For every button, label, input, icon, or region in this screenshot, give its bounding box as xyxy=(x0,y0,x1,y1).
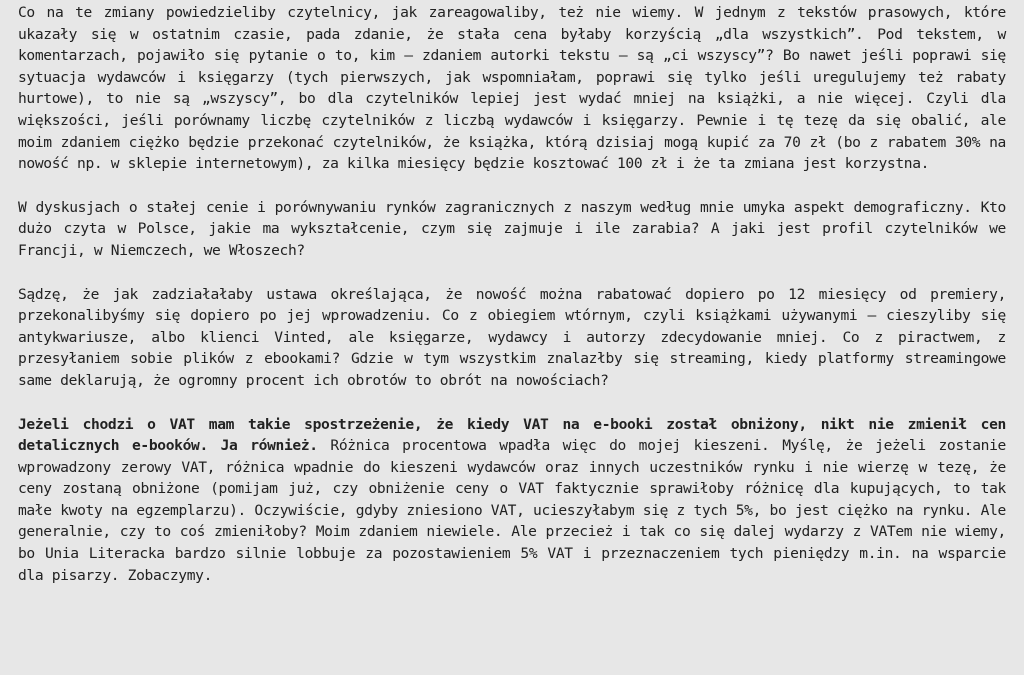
paragraph-text: Sądzę, że jak zadziałałaby ustawa określająca, że nowość można rabatować dopiero po 12 miesięcy od premiery, przekonalibyśmy się dopiero po jej wprowadzeniu. Co z obiegiem wtórnym, czyli książkami używanymi – cieszyliby się antykwariusze, albo klienci Vinted, ale księgarze, wydawcy i autorzy zdecydowanie mniej. Co z piractwem, z przesyłaniem sobie plików z ebookami? Gdzie w tym wszystkim znalazłby się streaming, kiedy platformy streamingowe same deklarują, że ogromny procent ich obrotów to obrót na nowościach? xyxy=(18,285,1006,389)
paragraph-text: Co na te zmiany powiedzieliby czytelnicy, jak zareagowaliby, też nie wiemy. W jednym z tekstów prasowych, które ukazały się w ostatnim czasie, pada zdanie, że stała cena byłaby korzyścią „dla wszystkich”. Pod tekstem, w komentarzach, pojawiło się pytanie o to, kim – zdaniem autorki tekstu – są „ci wszyscy”? Bo nawet jeśli poprawi się sytuacja wydawców i księgarzy (tych pierwszych, jak wspomniałam, poprawi się tylko jeśli uregulujemy też rabaty hurtowe), to nie są „wszyscy”, bo dla czytelników lepiej jest wydać mniej na książki, a nie więcej. Czyli dla większości, jeśli porównamy liczbę czytelników z liczbą wydawców i księgarzy. Pewnie i tę tezę da się obalić, ale moim zdaniem ciężko będzie przekonać czytelników, że książka, którą dzisiaj mogą kupić za 70 zł (bo z rabatem 30% na nowość np. w sklepie internetowym), za kilka miesięcy będzie kosztować 100 zł i że ta zmiana jest korzystna. xyxy=(18,4,1006,173)
paragraph-demographics xyxy=(18,197,1006,262)
paragraph-bold-lead: Jeżeli chodzi o VAT mam takie spostrzeżenie, że kiedy VAT na e-booki został obniżony, nikt nie zmienił cen detalicznych e-booków. Ja również. xyxy=(18,415,1006,455)
paragraph-text: Różnica procentowa wpadła więc do mojej kieszeni. Myślę, że jeżeli zostanie wprowadzony zerowy VAT, różnica wpadnie do kieszeni wydawców oraz innych uczestników rynku i nie wierzę w tezę, że ceny zostaną obniżone (pomijam już, czy obniżenie ceny o VAT faktycznie sprawiłoby różnicę dla kupujących, to tak małe kwoty na egzemplarzu). Oczywiście, gdyby zniesiono VAT, ucieszyłabym się z tych 5%, bo jest ciężko na rynku. Ale generalnie, czy to coś zmieniłoby? Moim zdaniem niewiele. Ale przecież i tak co się dalej wydarzy z VATem nie wiemy, bo Unia Literacka bardzo silnie lobbuje za pozostawieniem 5% VAT i przeznaczeniem tych pieniędzy m.in. na wsparcie dla pisarzy. Zobaczymy. xyxy=(18,437,1006,584)
paragraph-fixed-price-law xyxy=(18,284,1006,392)
paragraph-vat xyxy=(18,414,1006,587)
paragraph-text: W dyskusjach o stałej cenie i porównywaniu rynków zagranicznych z naszym według mnie umyka aspekt demograficzny. Kto dużo czyta w Polsce, jakie ma wykształcenie, czym się zajmuje i ile zarabia? A jaki jest profil czytelników we Francji, w Niemczech, we Włoszech? xyxy=(18,198,1006,259)
paragraph-reader-reaction xyxy=(18,2,1006,175)
